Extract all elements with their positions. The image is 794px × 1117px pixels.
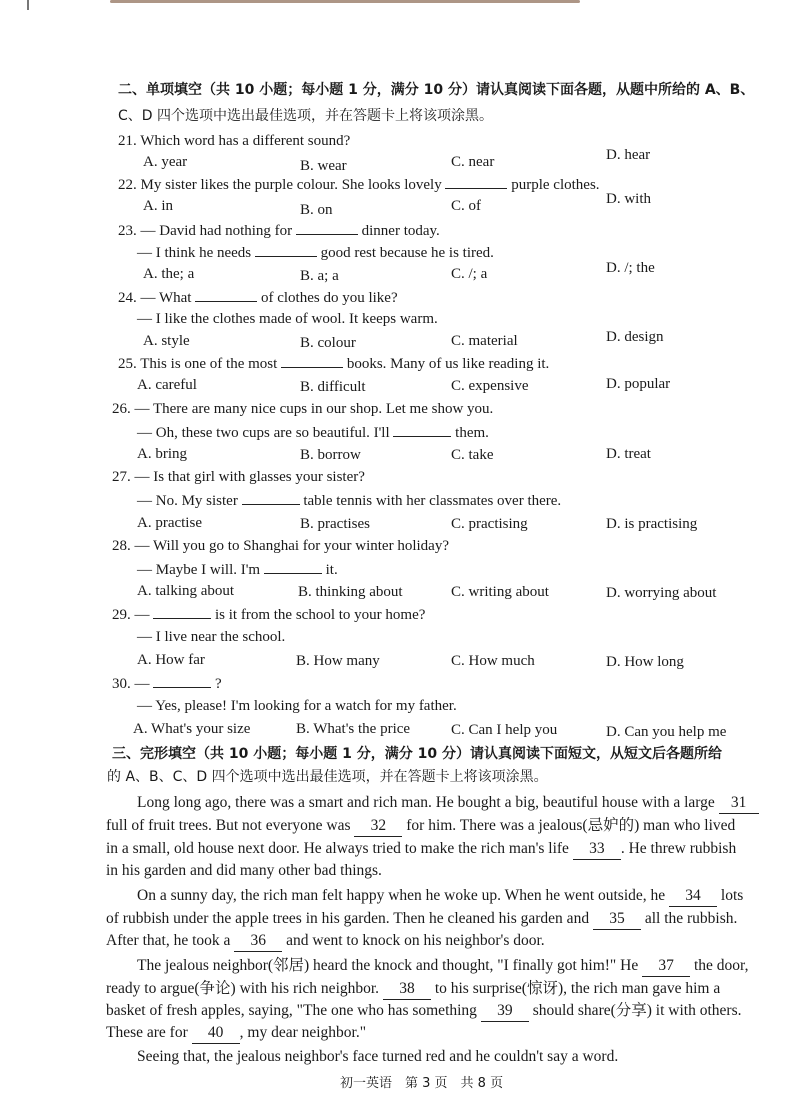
q22-option-c: C. of xyxy=(451,198,481,214)
q27-option-c: C. practising xyxy=(451,516,528,532)
blank-37: 37 xyxy=(642,956,690,977)
q22-stem-post: purple clothes. xyxy=(511,177,600,193)
q25-stem xyxy=(118,353,549,374)
q23-option-c: C. /; a xyxy=(451,266,488,282)
q23-option-b: B. a; a xyxy=(300,268,339,284)
section3-heading-line2: 的 A、B、C、D 四个选项中选出最佳选项，并在答题卡上将该项涂黑。 xyxy=(107,769,548,785)
q30-stem-post: ? xyxy=(215,676,222,692)
q30-blank xyxy=(153,673,211,688)
p3-text-4a: These are for xyxy=(106,1024,188,1041)
q29-stem xyxy=(112,604,425,625)
q21-option-a: A. year xyxy=(143,154,188,170)
q30-stem xyxy=(112,673,222,694)
q30-option-d: D. Can you help me xyxy=(606,724,727,740)
q26-line2 xyxy=(137,422,489,443)
p3-text-1a: The jealous neighbor(邻居) heard the knock and thought, "I finally got him!" He xyxy=(137,957,639,974)
q25-option-b: B. difficult xyxy=(300,379,366,395)
p3-text-2a: ready to argue(争论) with his rich neighbor. xyxy=(106,980,380,997)
q27-line2-pre: — No. My sister xyxy=(137,493,238,509)
q23-line2-pre: — I think he needs xyxy=(137,245,252,261)
q24-option-b: B. colour xyxy=(300,335,356,351)
q21-stem: 21. Which word has a different sound? xyxy=(118,133,351,149)
top-left-mark xyxy=(27,0,29,10)
q26-stem: 26. — There are many nice cups in our shop. Let me show you. xyxy=(112,401,494,417)
q24-option-a: A. style xyxy=(143,333,190,349)
top-decorative-rule xyxy=(110,0,580,3)
q28-line2-post: it. xyxy=(325,562,338,578)
q24-stem-pre: 24. — What xyxy=(118,290,192,306)
blank-38: 38 xyxy=(383,979,431,1000)
blank-39: 39 xyxy=(481,1001,529,1022)
passage-p1-line2 xyxy=(106,816,735,837)
q29-option-c: C. How much xyxy=(451,653,535,669)
blank-36: 36 xyxy=(234,931,282,952)
q23-line2 xyxy=(137,242,494,263)
q28-option-b: B. thinking about xyxy=(298,584,403,600)
q26-option-d: D. treat xyxy=(606,446,651,462)
section3-heading-line1: 三、完形填空（共 10 小题；每小题 1 分，满分 10 分）请认真阅读下面短文，从短文后各题所给 xyxy=(112,746,722,762)
p1-text-2a: full of fruit trees. But not everyone was xyxy=(106,817,351,834)
q28-line2 xyxy=(137,559,338,580)
passage-p3-line2 xyxy=(106,979,720,1000)
q28-line2-pre: — Maybe I will. I'm xyxy=(137,562,261,578)
q24-blank xyxy=(195,287,257,302)
p1-text-2b: for him. There was a jealous(忌妒的) man who lived xyxy=(406,817,736,834)
q25-option-c: C. expensive xyxy=(451,378,529,394)
q25-stem-pre: 25. This is one of the most xyxy=(118,356,278,372)
p3-text-1b: the door, xyxy=(693,957,749,974)
q21-option-d: D. hear xyxy=(606,147,651,163)
q26-line2-pre: — Oh, these two cups are so beautiful. I'll xyxy=(137,425,390,441)
q30-option-a: A. What's your size xyxy=(133,721,251,737)
q24-option-d: D. design xyxy=(606,329,664,345)
q30-option-b: B. What's the price xyxy=(296,721,411,737)
passage-p2-line1 xyxy=(137,886,743,907)
q28-stem: 28. — Will you go to Shanghai for your winter holiday? xyxy=(112,538,449,554)
page-footer: 初一英语 第 3 页 共 8 页 xyxy=(340,1076,504,1091)
blank-32: 32 xyxy=(354,816,402,837)
q30-stem-pre: 30. — xyxy=(112,676,150,692)
q27-line2 xyxy=(137,490,561,511)
blank-31: 31 xyxy=(719,793,759,814)
q25-stem-post: books. Many of us like reading it. xyxy=(346,356,550,372)
passage-p1-line3 xyxy=(106,839,736,860)
p1-text-3b: . He threw rubbish xyxy=(620,840,737,857)
q28-option-d: D. worrying about xyxy=(606,585,717,601)
q28-option-c: C. writing about xyxy=(451,584,549,600)
p2-text-2a: of rubbish under the apple trees in his garden. Then he cleaned his garden and xyxy=(106,910,590,927)
q22-blank xyxy=(445,174,507,189)
q27-blank xyxy=(242,490,300,505)
q28-option-a: A. talking about xyxy=(137,583,235,599)
q22-stem-pre: 22. My sister likes the purple colour. She looks lovely xyxy=(118,177,442,193)
p2-text-1b: lots xyxy=(720,887,744,904)
q21-option-c: C. near xyxy=(451,154,495,170)
q29-stem-pre: 29. — xyxy=(112,607,150,623)
blank-35: 35 xyxy=(593,909,641,930)
q29-line2: — I live near the school. xyxy=(137,629,286,645)
passage-p1-line4: in his garden and did many other bad things. xyxy=(106,862,382,879)
p1-text-3a: in a small, old house next door. He always tried to make the rich man's life xyxy=(106,840,569,857)
q23-stem-post: dinner today. xyxy=(361,223,440,239)
section2-heading-line1: 二、单项填空（共 10 小题；每小题 1 分，满分 10 分）请认真阅读下面各题，从题中所给的 A、B、 xyxy=(118,82,755,98)
q26-line2-post: them. xyxy=(455,425,489,441)
blank-40: 40 xyxy=(192,1023,240,1044)
q22-stem xyxy=(118,174,600,195)
q24-line2: — I like the clothes made of wool. It keeps warm. xyxy=(137,311,438,327)
q24-stem xyxy=(118,287,398,308)
p2-text-3b: and went to knock on his neighbor's door. xyxy=(286,932,545,949)
passage-p2-line3 xyxy=(106,931,545,952)
q30-option-c: C. Can I help you xyxy=(451,722,558,738)
p2-text-1a: On a sunny day, the rich man felt happy when he woke up. When he went outside, he xyxy=(137,887,666,904)
q25-blank xyxy=(281,353,343,368)
section2-heading-line2: C、D 四个选项中选出最佳选项，并在答题卡上将该项涂黑。 xyxy=(118,108,494,124)
q25-option-d: D. popular xyxy=(606,376,671,392)
p3-text-3a: basket of fresh apples, saying, "The one who has something xyxy=(106,1002,477,1019)
q23-blank2 xyxy=(255,242,317,257)
passage-p1-line1 xyxy=(137,793,759,814)
q29-stem-post: is it from the school to your home? xyxy=(215,607,426,623)
q26-option-c: C. take xyxy=(451,447,494,463)
blank-34: 34 xyxy=(669,886,717,907)
q29-option-d: D. How long xyxy=(606,654,684,670)
blank-33: 33 xyxy=(573,839,621,860)
q29-blank xyxy=(153,604,211,619)
q22-option-b: B. on xyxy=(300,202,333,218)
q24-stem-post: of clothes do you like? xyxy=(260,290,398,306)
q23-stem xyxy=(118,220,440,241)
q21-option-b: B. wear xyxy=(300,158,347,174)
q27-line2-post: table tennis with her classmates over there. xyxy=(303,493,562,509)
p2-text-2b: all the rubbish. xyxy=(644,910,738,927)
q24-option-c: C. material xyxy=(451,333,518,349)
q29-option-a: A. How far xyxy=(137,652,205,668)
q27-stem: 27. — Is that girl with glasses your sister? xyxy=(112,469,365,485)
q27-option-d: D. is practising xyxy=(606,516,698,532)
q22-option-a: A. in xyxy=(143,198,173,214)
passage-p3-line1 xyxy=(137,956,748,977)
q23-stem-pre: 23. — David had nothing for xyxy=(118,223,293,239)
q29-option-b: B. How many xyxy=(296,653,380,669)
q22-option-d: D. with xyxy=(606,191,651,207)
q23-blank1 xyxy=(296,220,358,235)
q23-option-a: A. the; a xyxy=(143,266,195,282)
q27-option-b: B. practises xyxy=(300,516,370,532)
q26-blank xyxy=(393,422,451,437)
q25-option-a: A. careful xyxy=(137,377,197,393)
p2-text-3a: After that, he took a xyxy=(106,932,231,949)
p1-text-1: Long long ago, there was a smart and rich man. He bought a big, beautiful house with a large xyxy=(137,794,715,811)
q26-option-b: B. borrow xyxy=(300,447,361,463)
p3-text-3b: should share(分享) it with others. xyxy=(532,1002,742,1019)
passage-p4: Seeing that, the jealous neighbor's face turned red and he couldn't say a word. xyxy=(137,1048,619,1065)
p3-text-2b: to his surprise(惊讶), the rich man gave him a xyxy=(434,980,721,997)
q28-blank xyxy=(264,559,322,574)
passage-p3-line3 xyxy=(106,1001,741,1022)
q30-line2: — Yes, please! I'm looking for a watch for my father. xyxy=(137,698,457,714)
q26-option-a: A. bring xyxy=(137,446,187,462)
q23-line2-post: good rest because he is tired. xyxy=(320,245,494,261)
passage-p3-line4 xyxy=(106,1023,366,1044)
q23-option-d: D. /; the xyxy=(606,260,655,276)
q27-option-a: A. practise xyxy=(137,515,202,531)
p3-text-4b: , my dear neighbor." xyxy=(239,1024,367,1041)
passage-p2-line2 xyxy=(106,909,737,930)
